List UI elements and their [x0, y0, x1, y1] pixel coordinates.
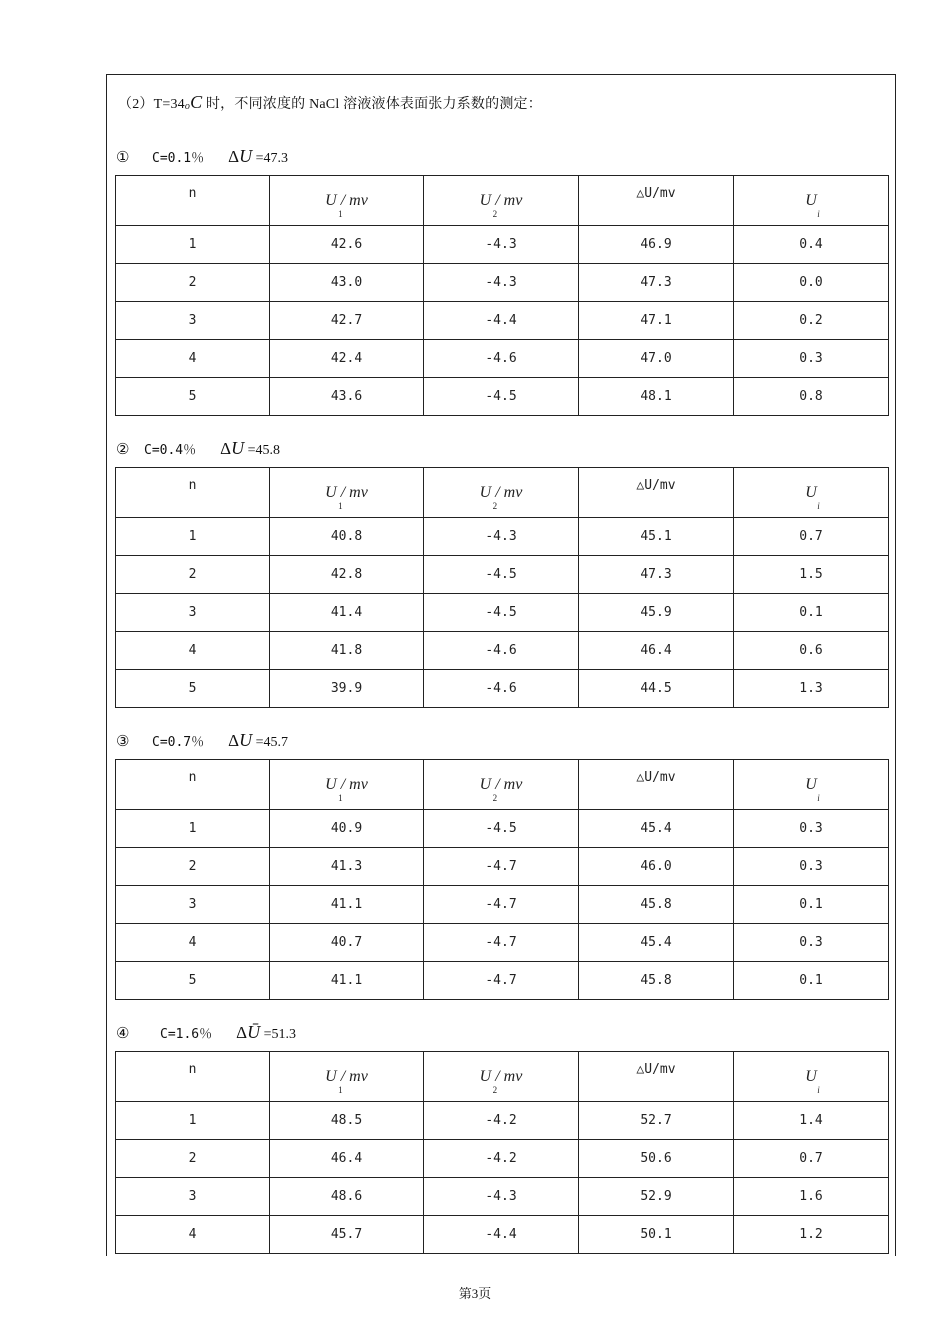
heading-suffix: 时，不同浓度的 NaCl 溶液液体表面张力系数的测定：	[202, 97, 542, 112]
cell-ui: 1.3	[734, 670, 889, 708]
u1-subscript: 1	[338, 1084, 343, 1095]
u2-symbol: U	[479, 191, 492, 209]
cell-u1: 41.4	[270, 594, 424, 632]
header-u1	[270, 760, 424, 810]
header-u2	[424, 176, 579, 226]
cell-u2: -4.6	[424, 340, 579, 378]
cell-n: 4	[116, 340, 270, 378]
cell-u2: -4.3	[424, 1178, 579, 1216]
u1-symbol: U	[325, 1067, 337, 1085]
cell-u1: 43.6	[270, 378, 424, 416]
u1-unit: / mv	[336, 191, 368, 209]
cell-delta-u: 45.1	[579, 518, 734, 556]
section-label	[116, 730, 288, 751]
cell-ui: 0.7	[734, 518, 889, 556]
cell-delta-u: 47.0	[579, 340, 734, 378]
cell-delta-u: 50.1	[579, 1216, 734, 1254]
header-u1	[270, 176, 424, 226]
cell-ui: 0.7	[734, 1140, 889, 1178]
cell-ui: 0.0	[734, 264, 889, 302]
cell-u1: 40.9	[270, 810, 424, 848]
u1-unit: / mv	[336, 483, 368, 501]
cell-ui: 0.3	[734, 924, 889, 962]
concentration-label: C=0.4％	[144, 443, 197, 458]
table-row	[116, 226, 889, 264]
cell-ui: 1.6	[734, 1178, 889, 1216]
concentration-label: C=0.7％	[152, 735, 205, 750]
cell-n: 2	[116, 556, 270, 594]
cell-delta-u: 52.7	[579, 1102, 734, 1140]
cell-u2: -4.6	[424, 670, 579, 708]
cell-n: 5	[116, 962, 270, 1000]
ui-symbol: U	[805, 191, 817, 209]
cell-u1: 40.8	[270, 518, 424, 556]
cell-ui: 0.1	[734, 886, 889, 924]
table-row	[116, 670, 889, 708]
cell-delta-u: 45.9	[579, 594, 734, 632]
header-delta-u: △U/mv	[579, 1052, 734, 1102]
u1-symbol: U	[325, 483, 337, 501]
cell-delta-u: 45.8	[579, 962, 734, 1000]
u1-unit: / mv	[336, 1067, 368, 1085]
cell-u1: 42.8	[270, 556, 424, 594]
header-u1	[270, 468, 424, 518]
cell-ui: 0.4	[734, 226, 889, 264]
cell-delta-u: 45.8	[579, 886, 734, 924]
header-ui	[734, 176, 889, 226]
section-number: ②	[116, 442, 130, 458]
header-n: n	[116, 176, 270, 226]
cell-n: 1	[116, 810, 270, 848]
u2-unit: / mv	[491, 1067, 523, 1085]
ui-subscript: i	[817, 500, 820, 511]
table-row	[116, 302, 889, 340]
header-ui	[734, 760, 889, 810]
cell-u2: -4.5	[424, 556, 579, 594]
mean-delta-u	[228, 146, 288, 167]
header-delta-u: △U/mv	[579, 760, 734, 810]
cell-ui: 0.3	[734, 810, 889, 848]
cell-u1: 40.7	[270, 924, 424, 962]
delta-symbol: Δ	[220, 439, 232, 458]
u1-symbol: U	[325, 191, 337, 209]
cell-ui: 0.3	[734, 848, 889, 886]
cell-ui: 1.4	[734, 1102, 889, 1140]
cell-ui: 0.1	[734, 962, 889, 1000]
u2-unit: / mv	[491, 775, 523, 793]
cell-n: 3	[116, 886, 270, 924]
table-row	[116, 556, 889, 594]
u2-unit: / mv	[491, 191, 523, 209]
mean-delta-u	[236, 1022, 296, 1043]
u1-subscript: 1	[338, 500, 343, 511]
cell-n: 4	[116, 1216, 270, 1254]
measurement-table	[115, 759, 889, 1000]
cell-delta-u: 46.4	[579, 632, 734, 670]
cell-ui: 0.6	[734, 632, 889, 670]
header-delta-u: △U/mv	[579, 176, 734, 226]
cell-n: 4	[116, 632, 270, 670]
cell-n: 4	[116, 924, 270, 962]
cell-ui: 1.2	[734, 1216, 889, 1254]
cell-u1: 48.5	[270, 1102, 424, 1140]
u2-subscript: 2	[492, 1084, 498, 1095]
table-row	[116, 1102, 889, 1140]
delta-u-value: =45.8	[247, 443, 280, 458]
cell-u2: -4.3	[424, 518, 579, 556]
delta-u-value: =51.3	[263, 1027, 296, 1042]
mean-delta-u	[228, 730, 288, 751]
delta-u-variable: U	[239, 730, 253, 750]
cell-n: 3	[116, 1178, 270, 1216]
cell-n: 5	[116, 378, 270, 416]
heading-prefix: （2）T=34	[118, 97, 185, 112]
cell-delta-u: 52.9	[579, 1178, 734, 1216]
header-ui	[734, 468, 889, 518]
cell-u2: -4.7	[424, 962, 579, 1000]
heading-degree: o	[184, 101, 191, 112]
cell-u1: 45.7	[270, 1216, 424, 1254]
cell-delta-u: 47.1	[579, 302, 734, 340]
table-row	[116, 1178, 889, 1216]
cell-ui: 0.1	[734, 594, 889, 632]
heading-celsius: C	[190, 92, 203, 112]
cell-u2: -4.4	[424, 1216, 579, 1254]
header-u2	[424, 468, 579, 518]
table-header-row	[116, 468, 889, 518]
u1-subscript: 1	[338, 792, 343, 803]
delta-symbol: Δ	[228, 731, 240, 750]
cell-n: 1	[116, 226, 270, 264]
cell-u2: -4.5	[424, 378, 579, 416]
cell-delta-u: 46.9	[579, 226, 734, 264]
cell-u2: -4.5	[424, 810, 579, 848]
u2-subscript: 2	[492, 792, 498, 803]
ui-subscript: i	[817, 208, 820, 219]
table-row	[116, 594, 889, 632]
cell-ui: 0.2	[734, 302, 889, 340]
u2-symbol: U	[479, 1067, 492, 1085]
table-row	[116, 1216, 889, 1254]
u2-subscript: 2	[492, 500, 498, 511]
ui-symbol: U	[805, 1067, 817, 1085]
table-header-row	[116, 176, 889, 226]
cell-delta-u: 48.1	[579, 378, 734, 416]
cell-u2: -4.7	[424, 886, 579, 924]
delta-u-variable: U	[239, 146, 253, 166]
table-row	[116, 810, 889, 848]
cell-u2: -4.5	[424, 594, 579, 632]
cell-u1: 41.1	[270, 886, 424, 924]
u1-symbol: U	[325, 775, 337, 793]
cell-n: 1	[116, 518, 270, 556]
cell-n: 2	[116, 264, 270, 302]
page-heading	[118, 92, 542, 113]
cell-delta-u: 47.3	[579, 556, 734, 594]
header-u2	[424, 1052, 579, 1102]
measurement-table	[115, 1051, 889, 1254]
table-row	[116, 924, 889, 962]
cell-n: 3	[116, 302, 270, 340]
u2-symbol: U	[479, 775, 492, 793]
delta-u-variable: Ū	[247, 1022, 261, 1042]
cell-u1: 48.6	[270, 1178, 424, 1216]
table-header-row	[116, 1052, 889, 1102]
cell-u1: 43.0	[270, 264, 424, 302]
cell-u1: 41.1	[270, 962, 424, 1000]
delta-u-value: =47.3	[255, 151, 288, 166]
cell-u2: -4.7	[424, 924, 579, 962]
header-u2	[424, 760, 579, 810]
cell-n: 2	[116, 1140, 270, 1178]
cell-n: 3	[116, 594, 270, 632]
cell-n: 5	[116, 670, 270, 708]
cell-delta-u: 44.5	[579, 670, 734, 708]
cell-u1: 41.8	[270, 632, 424, 670]
cell-u1: 39.9	[270, 670, 424, 708]
cell-u2: -4.2	[424, 1102, 579, 1140]
cell-delta-u: 45.4	[579, 810, 734, 848]
table-row	[116, 886, 889, 924]
table-row	[116, 962, 889, 1000]
table-row	[116, 632, 889, 670]
table-row	[116, 264, 889, 302]
section-label	[116, 1022, 296, 1043]
mean-delta-u	[220, 438, 280, 459]
table-row	[116, 1140, 889, 1178]
concentration-label: C=1.6％	[160, 1027, 213, 1042]
section-number: ①	[116, 150, 130, 166]
header-n: n	[116, 468, 270, 518]
concentration-label: C=0.1％	[152, 151, 205, 166]
header-u1	[270, 1052, 424, 1102]
cell-n: 1	[116, 1102, 270, 1140]
cell-u1: 41.3	[270, 848, 424, 886]
delta-symbol: Δ	[236, 1023, 248, 1042]
ui-subscript: i	[817, 1084, 820, 1095]
cell-u1: 46.4	[270, 1140, 424, 1178]
measurement-table	[115, 175, 889, 416]
header-ui	[734, 1052, 889, 1102]
ui-symbol: U	[805, 775, 817, 793]
cell-u2: -4.2	[424, 1140, 579, 1178]
measurement-table	[115, 467, 889, 708]
header-n: n	[116, 1052, 270, 1102]
delta-u-value: =45.7	[255, 735, 288, 750]
table-row	[116, 518, 889, 556]
section-label	[116, 146, 288, 167]
cell-u2: -4.6	[424, 632, 579, 670]
u1-subscript: 1	[338, 208, 343, 219]
section-label	[116, 438, 280, 459]
cell-u2: -4.4	[424, 302, 579, 340]
page-number: 第3页	[458, 1286, 492, 1301]
header-n: n	[116, 760, 270, 810]
delta-u-variable: U	[231, 438, 245, 458]
cell-u2: -4.3	[424, 226, 579, 264]
cell-n: 2	[116, 848, 270, 886]
section-number: ④	[116, 1026, 130, 1042]
delta-symbol: Δ	[228, 147, 240, 166]
header-delta-u: △U/mv	[579, 468, 734, 518]
cell-ui: 1.5	[734, 556, 889, 594]
table-header-row	[116, 760, 889, 810]
table-row	[116, 848, 889, 886]
cell-delta-u: 50.6	[579, 1140, 734, 1178]
u1-unit: / mv	[336, 775, 368, 793]
cell-u2: -4.3	[424, 264, 579, 302]
u2-symbol: U	[479, 483, 492, 501]
cell-ui: 0.8	[734, 378, 889, 416]
table-row	[116, 378, 889, 416]
u2-unit: / mv	[491, 483, 523, 501]
cell-delta-u: 46.0	[579, 848, 734, 886]
cell-ui: 0.3	[734, 340, 889, 378]
u2-subscript: 2	[492, 208, 498, 219]
cell-delta-u: 45.4	[579, 924, 734, 962]
table-row	[116, 340, 889, 378]
ui-symbol: U	[805, 483, 817, 501]
section-number: ③	[116, 734, 130, 750]
cell-u2: -4.7	[424, 848, 579, 886]
cell-u1: 42.7	[270, 302, 424, 340]
cell-u1: 42.4	[270, 340, 424, 378]
cell-delta-u: 47.3	[579, 264, 734, 302]
cell-u1: 42.6	[270, 226, 424, 264]
ui-subscript: i	[817, 792, 820, 803]
